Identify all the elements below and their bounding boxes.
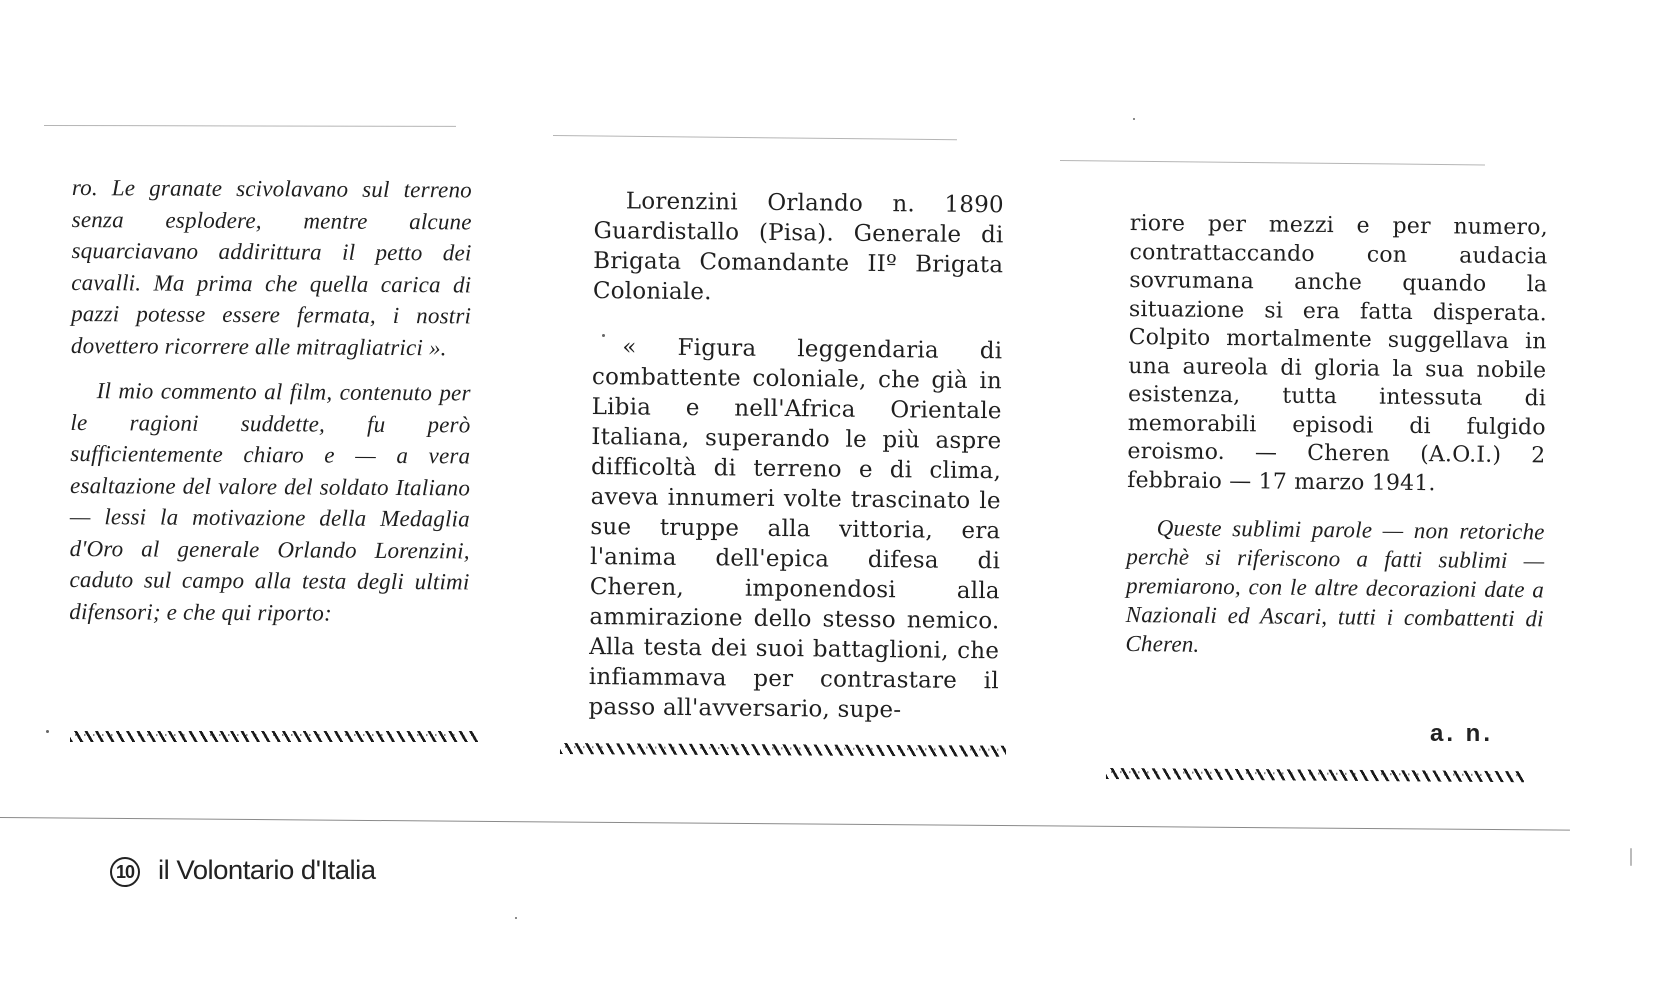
page-number-badge: 10 xyxy=(110,857,140,887)
column-right-paragraph-2: Queste sublimi parole — non retoriche perchè si riferiscono a fatti sublimi — premiarono, con le altre decorazioni date a Nazionali ed Ascari, tutti i combattenti di Cheren. xyxy=(1125,515,1545,657)
column-right-paragraph-1: riore per mezzi e per numero, contrattaccando con audacia sovrumana anche quando la situazione si era fatta disperata. Colpito mortalmente suggellava in una aureola di gloria la sua nobile esistenza, tutta intessuta di memorabili episodi di fulgido eroismo. — Cheren (A.O.I.) 2 febbraio — 17 marzo 1941. xyxy=(1127,210,1548,496)
scan-speck xyxy=(515,917,517,919)
column-left-paragraph-2: Il mio commento al film, contenuto per le ragioni suddette, fu però sufficientemente chiaro e — a vera esaltazione del valore del soldato Italiano — lessi la motivazione della Medaglia d'Oro al generale Orlando Lorenzini, caduto sul campo alla testa degli ultimi difensori; e che qui riporto: xyxy=(69,378,471,626)
column-center-paragraph-1: Lorenzini Orlando n. 1890 Guardistallo (Pisa). Generale di Brigata Comandante IIº Brigata Coloniale. xyxy=(592,188,1004,306)
scan-speck xyxy=(1133,118,1135,120)
column-center xyxy=(588,186,1004,726)
hatched-divider-left xyxy=(70,731,478,742)
column-center-paragraph-2: « Figura leggendaria di combattente coloniale, che già in Libia e nell'Africa Orientale Italiana, superando le più aspre difficoltà di terreno e di clima, aveva innumeri volte trascinato le sue truppe alla vittoria, era l'anima dell'epica difesa di Cheren, imponendosi alla ammirazione dello stesso nemico. Alla testa dei suoi battaglioni, che infiammava per contrastare il passo all'avversario, supe- xyxy=(588,334,1003,724)
bottom-rule xyxy=(0,817,1570,831)
publication-title: il Volontario d'Italia xyxy=(158,855,376,885)
top-rule-right xyxy=(1060,160,1485,165)
hatched-divider-center xyxy=(560,743,1006,757)
scan-speck xyxy=(46,730,49,733)
column-left-paragraph-1: ro. Le granate scivolavano sul terreno senza esplodere, mentre alcune squarciavano addirittura il petto dei cavalli. Ma prima che quella carica di pazzi potesse essere fermata, i nostri dovettero ricorrere alle mitragliatrici ». xyxy=(70,174,472,360)
scan-speck xyxy=(602,334,605,337)
author-signature: a. n. xyxy=(1430,720,1494,747)
scan-speck xyxy=(1630,848,1632,866)
column-left xyxy=(69,172,472,629)
hatched-divider-right xyxy=(1106,768,1524,782)
column-right xyxy=(1125,210,1548,662)
top-rule-left xyxy=(44,125,456,127)
top-rule-center xyxy=(553,135,957,140)
